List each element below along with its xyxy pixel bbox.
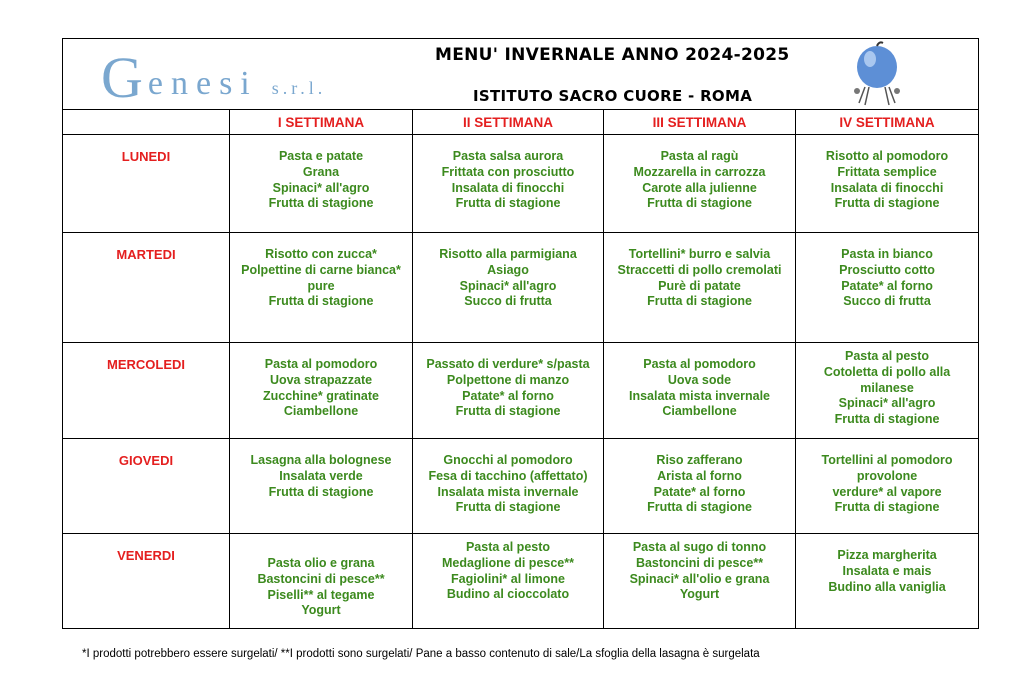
meal-item: Gnocchi al pomodoro — [443, 453, 573, 467]
meal-cell — [604, 135, 796, 233]
meal-item: Cotoletta di pollo alla — [823, 364, 951, 379]
meal-cell — [230, 343, 413, 439]
meal-item: Bastoncini di pesce** — [635, 555, 764, 570]
school-subtitle: ISTITUTO SACRO CUORE - ROMA — [473, 87, 753, 105]
menu-title: MENU' INVERNALE ANNO 2024-2025 — [435, 45, 790, 65]
meal-item: Frutta di stagione — [455, 404, 561, 419]
meal-item: Passato di verdure* s/pasta — [426, 357, 590, 371]
meal-item: Budino al cioccolato — [446, 587, 570, 602]
meal-item: Tortellini al pomodoro — [821, 453, 953, 467]
meal-item: Asiago — [487, 262, 529, 277]
meal-item: Yogurt — [301, 603, 341, 618]
meal-item: Pasta olio e grana — [267, 556, 375, 570]
meal-item: Lasagna alla bolognese — [250, 453, 392, 467]
meal-item: Frutta di stagione — [834, 196, 940, 211]
meal-item: Frutta di stagione — [268, 196, 374, 211]
meal-item: Carote alla julienne — [642, 180, 757, 195]
meal-cell — [604, 439, 796, 534]
day-row-mercoledi — [63, 343, 979, 439]
meal-item: Piselli** al tegame — [267, 587, 375, 602]
meal-item: Risotto al pomodoro — [825, 149, 949, 163]
apple-mascot-icon — [847, 41, 907, 107]
meal-item: Risotto alla parmigiana — [439, 247, 577, 261]
day-label: GIOVEDI — [63, 439, 230, 534]
meal-item: Riso zafferano — [656, 453, 743, 467]
day-row-lunedi — [63, 135, 979, 233]
meal-cell — [230, 534, 413, 629]
meal-item: Pizza margherita — [837, 548, 937, 562]
meal-item: Insalata mista invernale — [437, 484, 579, 499]
meal-item: Polpettone di manzo — [446, 372, 570, 387]
day-label: VENERDI — [63, 534, 230, 629]
week-header-1: I SETTIMANA — [230, 110, 413, 135]
meal-item: Uova strapazzate — [269, 372, 373, 387]
meal-item: Pasta in bianco — [841, 247, 933, 261]
meal-item: Tortellini* burro e salvia — [628, 247, 771, 261]
meal-item: Uova sode — [667, 372, 732, 387]
meal-item: Budino alla vaniglia — [828, 579, 946, 594]
meal-item: Mozzarella in carrozza — [633, 164, 766, 179]
meal-item: Patate* al forno — [841, 278, 933, 293]
meal-cell — [796, 343, 979, 439]
meal-item: Pasta salsa aurora — [452, 149, 564, 163]
week-header-2: II SETTIMANA — [413, 110, 604, 135]
meal-item: Frittata con prosciutto — [441, 164, 575, 179]
meal-item: Frutta di stagione — [268, 484, 374, 499]
week-header-4: IV SETTIMANA — [796, 110, 979, 135]
day-row-venerdi — [63, 534, 979, 629]
meal-item: Fesa di tacchino (affettato) — [428, 468, 588, 483]
meal-item: Zucchine* gratinate — [263, 388, 379, 403]
meal-item: Pasta al pesto — [465, 540, 551, 554]
meal-cell — [413, 233, 604, 343]
meal-item: Frutta di stagione — [455, 196, 561, 211]
meal-item: Frutta di stagione — [268, 294, 374, 309]
meal-item: Straccetti di pollo cremolati — [617, 262, 782, 277]
week-header-blank — [63, 110, 230, 135]
meal-item: Insalata mista invernale — [628, 388, 771, 403]
meal-item: Pasta al pomodoro — [643, 357, 756, 371]
logo-name: enesi — [147, 65, 258, 102]
meal-item: Spinaci* all'agro — [272, 180, 370, 195]
meal-cell — [796, 135, 979, 233]
meal-item: Spinaci* all'agro — [459, 278, 557, 293]
header-cell — [63, 39, 979, 110]
meal-item: Frutta di stagione — [647, 294, 752, 309]
meal-item: Medaglione di pesce** — [442, 555, 574, 570]
meal-cell — [413, 534, 604, 629]
meal-cell — [230, 439, 413, 534]
meal-cell — [604, 233, 796, 343]
meal-item: Patate* al forno — [653, 484, 746, 499]
meal-item: Insalata di finocchi — [830, 180, 944, 195]
meal-item: Pasta e patate — [278, 149, 364, 163]
week-header-3: III SETTIMANA — [604, 110, 796, 135]
meal-item: verdure* al vapore — [832, 484, 942, 499]
day-row-giovedi — [63, 439, 979, 534]
meal-item: Frutta di stagione — [834, 500, 940, 515]
menu-body — [63, 135, 979, 629]
meal-item: Bastoncini di pesce** — [257, 571, 385, 586]
meal-item: Grana — [302, 164, 340, 179]
day-label: MERCOLEDI — [63, 343, 230, 439]
meal-item: Succo di frutta — [464, 294, 552, 309]
logo-suffix: s.r.l. — [271, 78, 327, 98]
day-row-martedi — [63, 233, 979, 343]
meal-item: Frutta di stagione — [455, 500, 561, 515]
meal-item: Arista al forno — [657, 468, 742, 483]
meal-item: Pasta al pomodoro — [264, 357, 378, 371]
meal-item: provolone — [856, 468, 918, 483]
meal-cell — [796, 534, 979, 629]
meal-cell — [796, 439, 979, 534]
meal-item: Prosciutto cotto — [839, 262, 935, 277]
meal-cell — [604, 534, 796, 629]
day-label: LUNEDI — [63, 135, 230, 233]
logo-letter: G — [101, 45, 144, 110]
meal-item: pure — [307, 278, 335, 293]
meal-item: Spinaci* all'olio e grana — [629, 571, 770, 586]
meal-item: Frutta di stagione — [834, 412, 940, 427]
meal-cell — [413, 343, 604, 439]
meal-item: Frutta di stagione — [647, 196, 752, 211]
meal-item: Frittata semplice — [837, 164, 937, 179]
day-label: MARTEDI — [63, 233, 230, 343]
meal-item: Pasta al pesto — [844, 349, 930, 363]
meal-cell — [796, 233, 979, 343]
meal-item: Pasta al sugo di tonno — [632, 540, 767, 554]
meal-item: milanese — [860, 380, 914, 395]
meal-item: Purè di patate — [658, 278, 741, 293]
meal-item: Spinaci* all'agro — [838, 396, 936, 411]
meal-cell — [604, 343, 796, 439]
genesi-logo — [101, 45, 327, 110]
meal-item: Frutta di stagione — [647, 500, 752, 515]
meal-cell — [230, 135, 413, 233]
menu-table — [62, 38, 979, 629]
meal-cell — [413, 439, 604, 534]
meal-item: Pasta al ragù — [660, 149, 739, 163]
meal-cell — [413, 135, 604, 233]
meal-item: Polpettine di carne bianca* — [241, 262, 401, 277]
meal-item: Insalata di finocchi — [451, 180, 565, 195]
meal-item: Fagiolini* al limone — [451, 571, 565, 586]
meal-item: Insalata verde — [279, 468, 363, 483]
meal-item: Yogurt — [679, 587, 720, 602]
meal-item: Ciambellone — [283, 404, 359, 419]
meal-item: Risotto con zucca* — [265, 247, 377, 261]
meal-item: Patate* al forno — [462, 388, 554, 403]
meal-item: Ciambellone — [662, 404, 737, 419]
meal-item: Insalata e mais — [842, 563, 932, 578]
meal-item: Succo di frutta — [843, 294, 931, 309]
footnote: *I prodotti potrebbero essere surgelati/ **I prodotti sono surgelati/ Pane a basso contenuto di sale/La sfoglia della lasagna è surgelata — [82, 648, 760, 660]
meal-cell — [230, 233, 413, 343]
